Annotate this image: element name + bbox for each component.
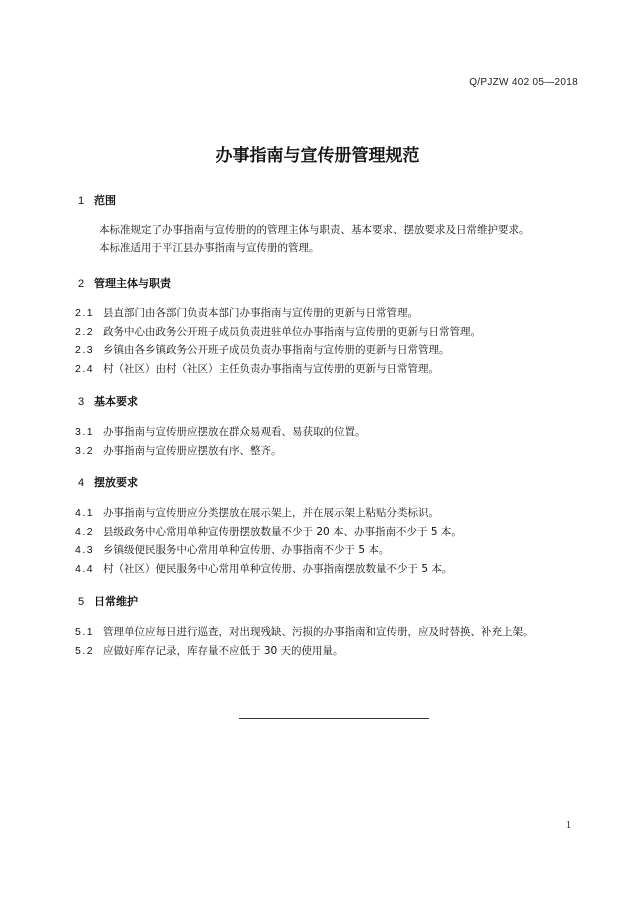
item-text: 乡镇级便民服务中心常用单种宣传册、办事指南不少于 5 本。 — [103, 544, 390, 556]
paragraph: 本标准适用于平江县办事指南与宣传册的管理。 — [99, 242, 320, 254]
item-number: 4.4 — [75, 562, 95, 575]
section-heading — [78, 476, 578, 490]
list-item — [75, 541, 578, 560]
section-body — [75, 423, 578, 460]
list-item — [75, 341, 578, 360]
section-body — [75, 504, 578, 578]
section-heading — [78, 277, 578, 291]
section-heading — [78, 595, 578, 609]
section-title: 基本要求 — [94, 395, 138, 408]
document-title: 办事指南与宣传册管理规范 — [215, 146, 420, 166]
page-number: 1 — [566, 820, 571, 831]
section-title: 日常维护 — [94, 595, 138, 608]
section-heading — [78, 194, 578, 208]
item-number: 4.3 — [75, 544, 95, 556]
item-number: 2.4 — [75, 362, 95, 375]
item-number: 2.3 — [75, 344, 95, 356]
item-number: 2.2 — [75, 325, 95, 338]
section-management — [75, 277, 578, 378]
item-text: 政务中心由政务公开班子成员负责进驻单位办事指南与宣传册的更新与日常管理。 — [103, 325, 481, 338]
list-item — [75, 304, 578, 323]
list-item — [75, 504, 578, 523]
list-item — [75, 523, 578, 542]
section-number: 3 — [78, 396, 85, 408]
list-item — [75, 623, 578, 642]
item-text: 村（社区）由村（社区）主任负责办事指南与宣传册的更新与日常管理。 — [103, 362, 439, 375]
section-body — [75, 623, 578, 660]
item-text: 管理单位应每日进行巡查，对出现残缺、污损的办事指南和宣传册，应及时替换、补充上架。 — [103, 626, 534, 638]
item-number: 3.2 — [75, 444, 95, 457]
item-text: 办事指南与宣传册应摆放在群众易观看、易获取的位置。 — [103, 426, 366, 438]
list-item — [75, 423, 578, 442]
section-title: 范围 — [94, 194, 116, 207]
section-basic-requirements — [75, 395, 578, 460]
item-text: 县级政务中心常用单种宣传册摆放数量不少于 20 本、办事指南不少于 5 本。 — [103, 525, 462, 538]
item-number: 5.1 — [75, 626, 95, 638]
section-scope — [78, 194, 578, 257]
item-number: 4.2 — [75, 525, 95, 538]
end-divider — [239, 718, 429, 719]
section-number: 2 — [78, 278, 85, 290]
section-heading — [78, 395, 578, 409]
section-body — [78, 221, 578, 257]
section-maintenance — [75, 595, 578, 660]
item-text: 乡镇由各乡镇政务公开班子成员负责办事指南与宣传册的更新与日常管理。 — [103, 344, 450, 356]
item-text: 办事指南与宣传册应摆放有序、整齐。 — [103, 444, 282, 457]
paragraph: 本标准规定了办事指南与宣传册的的管理主体与职责、基本要求、摆放要求及日常维护要求。 — [99, 224, 530, 236]
list-item — [75, 360, 578, 379]
section-title: 摆放要求 — [94, 476, 138, 489]
section-number: 5 — [78, 596, 85, 608]
item-text: 办事指南与宣传册应分类摆放在展示架上，并在展示架上粘贴分类标识。 — [103, 507, 439, 519]
list-item — [75, 442, 578, 461]
section-number: 4 — [78, 477, 85, 489]
item-text: 应做好库存记录，库存量不应低于 30 天的使用量。 — [103, 644, 344, 657]
item-number: 2.1 — [75, 307, 95, 319]
list-item — [75, 560, 578, 579]
item-text: 县直部门由各部门负责本部门办事指南与宣传册的更新与日常管理。 — [103, 307, 418, 319]
list-item — [75, 323, 578, 342]
standard-code: Q/PJZW 402 05—2018 — [469, 77, 578, 88]
item-text: 村（社区）便民服务中心常用单种宣传册、办事指南摆放数量不少于 5 本。 — [103, 562, 453, 575]
item-number: 4.1 — [75, 507, 95, 519]
item-number: 3.1 — [75, 426, 95, 438]
section-number: 1 — [78, 195, 85, 207]
list-item — [75, 642, 578, 661]
item-number: 5.2 — [75, 644, 95, 657]
section-placement — [75, 476, 578, 578]
section-body — [75, 304, 578, 378]
section-title: 管理主体与职责 — [94, 277, 171, 290]
